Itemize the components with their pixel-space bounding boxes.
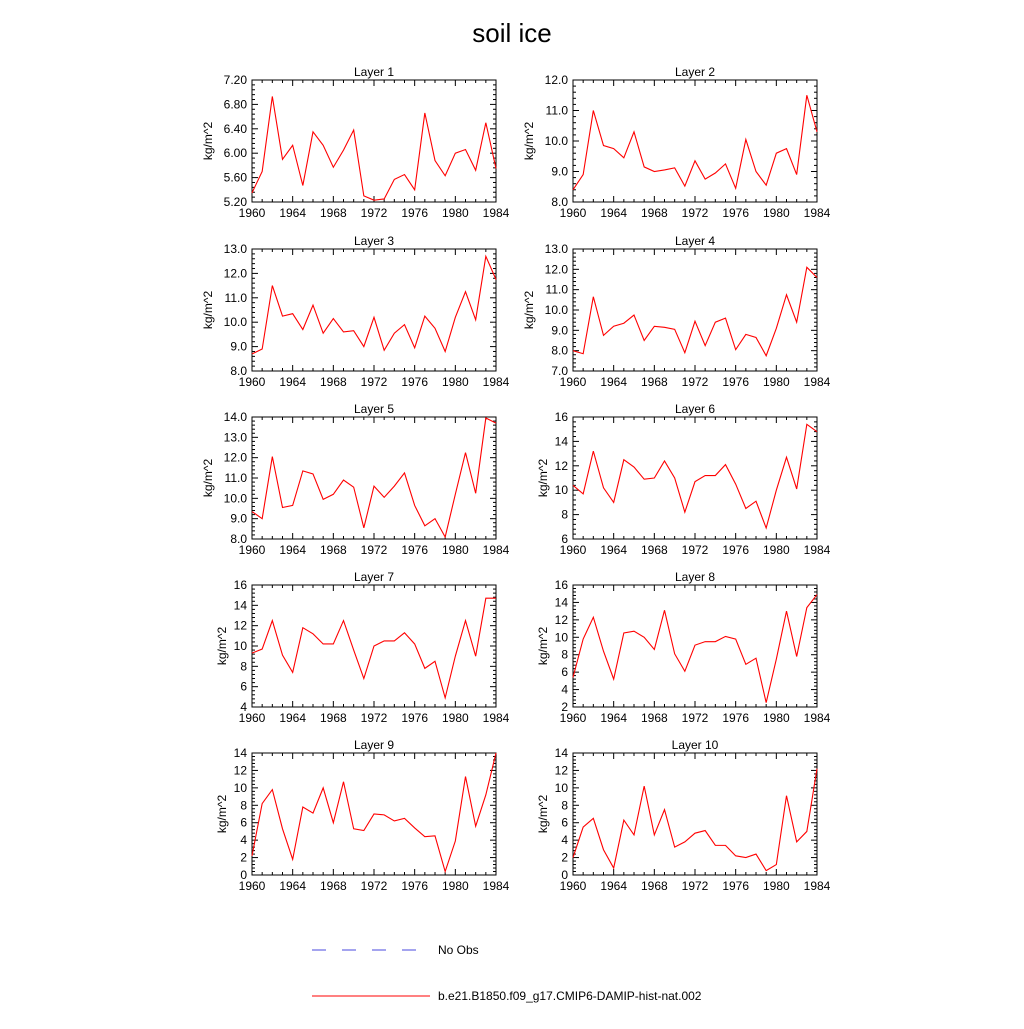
- panel-title: Layer 6: [674, 402, 716, 416]
- y-tick-label: 14: [554, 746, 568, 760]
- x-tick-label: 1976: [722, 375, 750, 389]
- y-axis-label: kg/m^2: [536, 458, 550, 498]
- x-tick-label: 1960: [238, 206, 266, 220]
- y-tick-label: 4: [240, 700, 247, 714]
- x-tick-label: 1972: [360, 206, 388, 220]
- x-tick-label: 1964: [600, 375, 628, 389]
- series-line: [252, 96, 496, 200]
- panel-title: Layer 2: [674, 65, 716, 79]
- y-axis-label: kg/m^2: [215, 626, 229, 666]
- y-tick-label: 8: [561, 507, 568, 522]
- x-tick-label: 1972: [360, 711, 388, 725]
- legend-label-model: b.e21.B1850.f09_g17.CMIP6-DAMIP-hist-nat.002: [438, 989, 702, 1003]
- x-tick-label: 1984: [482, 879, 510, 893]
- x-tick-label: 1960: [238, 711, 266, 725]
- panel-title: Layer 4: [674, 234, 716, 248]
- panel-title: Layer 10: [671, 738, 719, 752]
- y-tick-label: 6: [240, 815, 247, 830]
- x-tick-label: 1960: [559, 879, 587, 893]
- series-line: [573, 267, 817, 355]
- x-tick-label: 1972: [681, 206, 709, 220]
- plot-frame: [573, 249, 817, 371]
- x-tick-label: 1976: [722, 206, 750, 220]
- y-tick-label: 8.0: [551, 195, 568, 209]
- x-tick-label: 1964: [600, 206, 628, 220]
- figure-title: soil ice: [472, 18, 552, 48]
- y-tick-label: 6: [240, 679, 247, 694]
- x-tick-label: 1968: [640, 711, 668, 725]
- x-tick-label: 1968: [319, 206, 347, 220]
- x-tick-label: 1964: [279, 543, 307, 557]
- y-tick-label: 8: [561, 798, 568, 813]
- x-tick-label: 1972: [681, 711, 709, 725]
- x-tick-label: 1964: [279, 206, 307, 220]
- x-tick-label: 1968: [319, 543, 347, 557]
- y-tick-label: 6.00: [223, 146, 247, 161]
- x-tick-label: 1984: [482, 375, 510, 389]
- series-line: [252, 753, 496, 872]
- y-tick-label: 11.0: [224, 290, 247, 305]
- y-tick-label: 5.20: [223, 195, 247, 209]
- x-tick-label: 1964: [600, 711, 628, 725]
- x-tick-label: 1984: [482, 543, 510, 557]
- y-axis-label: kg/m^2: [201, 290, 215, 330]
- x-tick-label: 1964: [279, 375, 307, 389]
- panel-layer-10: [536, 738, 831, 893]
- x-tick-label: 1968: [640, 206, 668, 220]
- plot-frame: [252, 80, 496, 202]
- panel-title: Layer 7: [353, 570, 395, 584]
- x-tick-label: 1960: [559, 375, 587, 389]
- x-tick-label: 1972: [681, 543, 709, 557]
- x-tick-label: 1968: [640, 879, 668, 893]
- panel-layer-5: [201, 402, 510, 557]
- x-tick-label: 1980: [762, 375, 790, 389]
- y-tick-label: 12.0: [223, 450, 247, 465]
- x-tick-label: 1980: [441, 879, 469, 893]
- x-tick-label: 1968: [319, 711, 347, 725]
- panel-title: Layer 3: [353, 234, 395, 248]
- y-axis-label: kg/m^2: [215, 794, 229, 834]
- x-tick-label: 1976: [401, 375, 429, 389]
- series-line: [573, 595, 817, 703]
- y-axis-label: kg/m^2: [201, 121, 215, 161]
- series-line: [573, 769, 817, 871]
- legend: [312, 943, 702, 1003]
- y-tick-label: 14: [233, 598, 247, 613]
- y-axis-label: kg/m^2: [522, 121, 536, 161]
- panel-layer-1: [201, 65, 510, 220]
- x-tick-label: 1976: [722, 543, 750, 557]
- y-tick-label: 9.0: [230, 511, 247, 526]
- x-tick-label: 1984: [803, 711, 831, 725]
- y-tick-label: 0: [561, 868, 568, 882]
- x-tick-label: 1968: [640, 543, 668, 557]
- y-tick-label: 14.0: [223, 410, 247, 424]
- y-tick-label: 11.0: [224, 471, 247, 485]
- legend-label-obs: No Obs: [438, 943, 479, 957]
- y-tick-label: 12.0: [223, 266, 247, 281]
- y-tick-label: 8.0: [230, 532, 247, 546]
- panel-layer-7: [215, 570, 510, 725]
- y-tick-label: 8: [561, 647, 568, 662]
- panel-layer-9: [215, 738, 510, 893]
- x-tick-label: 1972: [360, 879, 388, 893]
- x-tick-label: 1980: [441, 711, 469, 725]
- panels: [201, 65, 831, 893]
- x-tick-label: 1960: [238, 879, 266, 893]
- x-tick-label: 1980: [762, 711, 790, 725]
- x-tick-label: 1984: [803, 543, 831, 557]
- plot-frame: [252, 249, 496, 371]
- panel-title: Layer 5: [353, 402, 395, 416]
- x-tick-label: 1964: [279, 711, 307, 725]
- y-tick-label: 2: [561, 850, 568, 865]
- y-tick-label: 14: [233, 746, 247, 760]
- x-tick-label: 1980: [762, 879, 790, 893]
- y-tick-label: 12: [233, 618, 247, 633]
- y-tick-label: 13.0: [544, 242, 568, 256]
- x-tick-label: 1984: [482, 711, 510, 725]
- x-tick-label: 1980: [441, 206, 469, 220]
- x-tick-label: 1972: [360, 375, 388, 389]
- y-tick-label: 10: [233, 639, 247, 653]
- x-tick-label: 1976: [401, 711, 429, 725]
- y-tick-label: 12: [554, 763, 568, 778]
- y-tick-label: 4: [561, 833, 568, 848]
- y-tick-label: 16: [554, 410, 568, 424]
- y-tick-label: 10.0: [544, 303, 568, 317]
- x-tick-label: 1976: [401, 543, 429, 557]
- panel-layer-3: [201, 234, 510, 389]
- x-tick-label: 1972: [681, 375, 709, 389]
- series-line: [252, 598, 496, 698]
- panel-layer-2: [522, 65, 831, 220]
- x-tick-label: 1980: [762, 543, 790, 557]
- x-tick-label: 1980: [441, 375, 469, 389]
- y-tick-label: 2: [240, 850, 247, 865]
- y-tick-label: 12: [554, 458, 568, 473]
- x-tick-label: 1960: [238, 375, 266, 389]
- x-tick-label: 1984: [482, 206, 510, 220]
- panel-layer-6: [536, 402, 831, 557]
- y-axis-label: kg/m^2: [536, 626, 550, 666]
- y-tick-label: 13.0: [223, 242, 247, 256]
- x-tick-label: 1960: [238, 543, 266, 557]
- x-tick-label: 1964: [279, 879, 307, 893]
- x-tick-label: 1972: [681, 879, 709, 893]
- y-tick-label: 10: [233, 780, 247, 795]
- y-tick-label: 4: [561, 682, 568, 697]
- y-tick-label: 8: [240, 798, 247, 813]
- y-tick-label: 10.0: [544, 134, 568, 148]
- y-tick-label: 7.20: [223, 73, 247, 87]
- x-tick-label: 1972: [360, 543, 388, 557]
- x-tick-label: 1980: [762, 206, 790, 220]
- y-tick-label: 6.40: [223, 121, 247, 136]
- series-line: [252, 418, 496, 537]
- y-tick-label: 16: [233, 578, 247, 592]
- panel-layer-8: [536, 570, 831, 725]
- panel-layer-4: [522, 234, 831, 389]
- y-tick-label: 6: [561, 532, 568, 546]
- y-tick-label: 12.0: [544, 262, 568, 277]
- x-tick-label: 1960: [559, 711, 587, 725]
- x-tick-label: 1984: [803, 375, 831, 389]
- y-tick-label: 9.0: [230, 339, 247, 354]
- x-tick-label: 1968: [640, 375, 668, 389]
- y-tick-label: 10: [554, 483, 568, 498]
- y-tick-label: 12.0: [544, 73, 568, 87]
- y-tick-label: 10: [554, 780, 568, 795]
- x-tick-label: 1980: [441, 543, 469, 557]
- panel-title: Layer 1: [353, 65, 395, 79]
- y-tick-label: 12: [554, 612, 568, 627]
- x-tick-label: 1984: [803, 206, 831, 220]
- y-tick-label: 6: [561, 815, 568, 830]
- y-tick-label: 12: [233, 763, 247, 778]
- x-tick-label: 1968: [319, 879, 347, 893]
- x-tick-label: 1976: [722, 879, 750, 893]
- y-tick-label: 13.0: [223, 430, 247, 445]
- y-tick-label: 8: [240, 659, 247, 674]
- y-tick-label: 16: [554, 578, 568, 592]
- y-tick-label: 14: [554, 595, 568, 610]
- series-line: [573, 95, 817, 190]
- y-axis-label: kg/m^2: [201, 458, 215, 498]
- y-axis-label: kg/m^2: [522, 290, 536, 330]
- y-tick-label: 2: [561, 700, 568, 714]
- x-tick-label: 1976: [401, 879, 429, 893]
- x-tick-label: 1976: [401, 206, 429, 220]
- series-line: [252, 256, 496, 354]
- y-tick-label: 7.0: [551, 364, 568, 378]
- y-tick-label: 9.0: [551, 164, 568, 179]
- y-tick-label: 9.0: [551, 323, 568, 338]
- y-tick-label: 11.0: [545, 103, 568, 118]
- series-line: [573, 424, 817, 528]
- x-tick-label: 1976: [722, 711, 750, 725]
- plot-frame: [573, 80, 817, 202]
- y-tick-label: 8.0: [551, 343, 568, 358]
- y-tick-label: 10.0: [223, 491, 247, 506]
- y-tick-label: 10.0: [223, 315, 247, 330]
- y-tick-label: 6.80: [223, 97, 247, 112]
- y-tick-label: 8.0: [230, 364, 247, 378]
- plot-frame: [573, 753, 817, 875]
- panel-title: Layer 8: [674, 570, 716, 584]
- x-tick-label: 1964: [600, 879, 628, 893]
- y-tick-label: 11.0: [545, 282, 568, 297]
- y-tick-label: 5.60: [223, 170, 247, 185]
- x-tick-label: 1960: [559, 543, 587, 557]
- x-tick-label: 1964: [600, 543, 628, 557]
- x-tick-label: 1968: [319, 375, 347, 389]
- y-axis-label: kg/m^2: [536, 794, 550, 834]
- y-tick-label: 4: [240, 833, 247, 848]
- y-tick-label: 6: [561, 665, 568, 680]
- y-tick-label: 14: [554, 434, 568, 449]
- x-tick-label: 1960: [559, 206, 587, 220]
- y-tick-label: 0: [240, 868, 247, 882]
- x-tick-label: 1984: [803, 879, 831, 893]
- panel-title: Layer 9: [353, 738, 395, 752]
- y-tick-label: 10: [554, 630, 568, 645]
